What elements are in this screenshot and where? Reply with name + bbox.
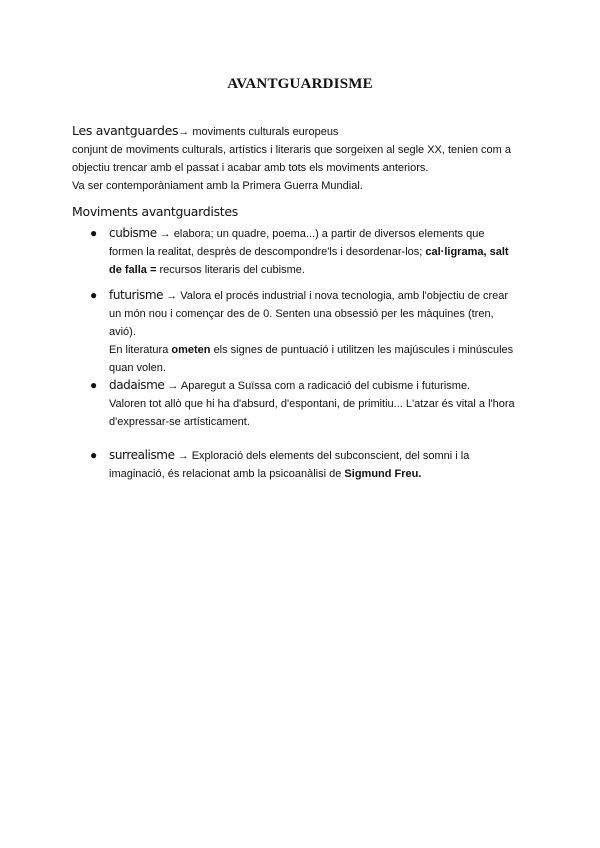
list-item-futurisme	[90, 286, 520, 377]
list-item-cubisme	[90, 224, 520, 279]
futurisme-description: Valora el procés industrial i nova tecnologia, amb l'objectiu de crear un món nou i començar des de 0. Senten una obsessió per les màquines (tren, avió).	[109, 290, 509, 338]
bullet-icon: ●	[90, 378, 98, 392]
surrealisme-bold-name: Sigmund Freu.	[344, 468, 422, 480]
arrow-icon: →	[159, 228, 171, 240]
futurisme-bold-term: ometen	[171, 344, 211, 356]
cubisme-description: elabora; un quadre, poema...) a partir de diversos elements que formen la realitat, desprès de descompondre'ls i desordenar-los;	[109, 228, 485, 258]
cubisme-bold-terms: cal·ligrama, salt de falla =	[109, 246, 509, 276]
arrow-icon: →	[177, 450, 189, 462]
bullet-icon: ●	[90, 226, 98, 240]
intro-paragraph	[72, 122, 532, 195]
dadaisme-description: Aparegut a Suïssa com a radicació del cubisme i futurisme.	[180, 380, 471, 392]
arrow-icon: →	[167, 380, 179, 392]
bullet-icon: ●	[90, 448, 98, 462]
list-item-surrealisme	[90, 446, 520, 483]
futurisme-literature-pre: En literatura	[109, 344, 169, 356]
bullet-icon: ●	[90, 288, 98, 302]
arrow-icon: →	[166, 290, 178, 302]
term-dadaisme: dadaisme	[109, 378, 165, 392]
intro-context: Va ser contemporàniament amb la Primera Guerra Mundial.	[72, 180, 363, 192]
intro-heading-definition: moviments culturals europeus	[192, 126, 339, 138]
cubisme-description-end: recursos literaris del cubisme.	[159, 264, 305, 276]
page-title: AVANTGUARDISME	[227, 76, 373, 92]
term-futurisme: futurisme	[109, 288, 164, 302]
intro-heading: Les avantguardes	[72, 123, 179, 138]
arrow-icon: →	[178, 126, 190, 138]
dadaisme-description-2: Valoren tot allò que hi ha d'absurd, d'espontani, de primitiu... L'atzar és vital a l'hora d'expressar-se artísticament.	[109, 398, 515, 428]
futurisme-literature-post: els signes de puntuació i utilitzen les majúscules i minúscules quan volen.	[109, 344, 514, 374]
section-heading: Moviments avantguardistes	[72, 204, 238, 219]
term-cubisme: cubisme	[109, 226, 157, 240]
list-item-dadaisme	[90, 376, 520, 431]
surrealisme-description: Exploració dels elements del subconscient, del somni i la imaginació, és relacionat amb la psicoanàlisi de	[109, 450, 470, 480]
intro-heading-line	[72, 122, 532, 141]
intro-definition: conjunt de moviments culturals, artístics i literaris que sorgeixen al segle XX, tenien com a objectiu trencar amb el passat i acabar amb tots els moviments anteriors.	[72, 144, 511, 174]
term-surrealisme: surrealisme	[109, 448, 175, 462]
